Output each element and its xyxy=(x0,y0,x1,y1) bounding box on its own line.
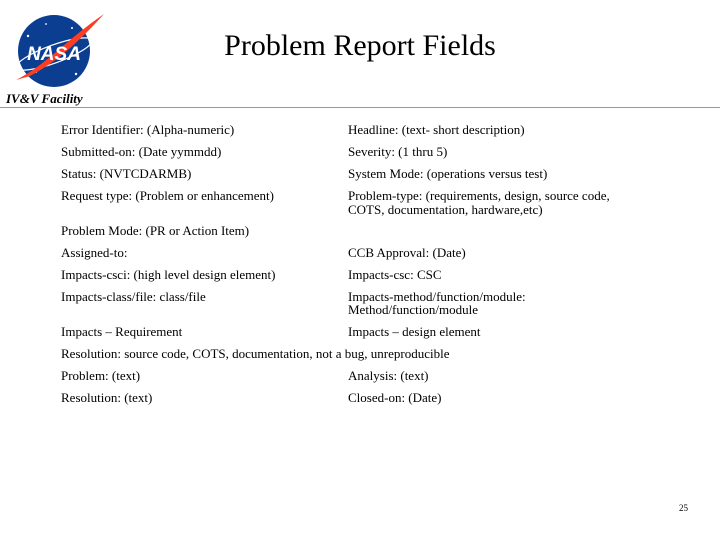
field-submitted-on: Submitted-on: (Date yymmdd) xyxy=(61,144,222,159)
field-ccb-approval: CCB Approval: (Date) xyxy=(348,245,466,260)
field-system-mode: System Mode: (operations versus test) xyxy=(348,166,548,181)
field-headline: Headline: (text- short description) xyxy=(348,122,525,137)
page-number: 25 xyxy=(679,503,688,513)
field-impacts-method-line1: Impacts-method/function/module: xyxy=(348,289,526,304)
field-impacts-design-element: Impacts – design element xyxy=(348,324,481,339)
field-assigned-to: Assigned-to: xyxy=(61,245,128,260)
facility-label: IV&V Facility xyxy=(6,91,83,106)
field-error-identifier: Error Identifier: (Alpha-numeric) xyxy=(61,122,235,137)
field-impacts-requirement: Impacts – Requirement xyxy=(61,324,183,339)
field-impacts-csci: Impacts-csci: (high level design element) xyxy=(61,267,276,282)
field-analysis-text: Analysis: (text) xyxy=(348,368,429,383)
page-title: Problem Report Fields xyxy=(224,29,496,62)
field-impacts-csc: Impacts-csc: CSC xyxy=(348,267,442,282)
field-closed-on: Closed-on: (Date) xyxy=(348,390,442,405)
field-impacts-method-line2: Method/function/module xyxy=(348,302,478,317)
field-status: Status: (NVTCDARMB) xyxy=(61,166,192,181)
field-request-type: Request type: (Problem or enhancement) xyxy=(61,188,274,203)
header-divider xyxy=(0,107,720,108)
field-problem-type-line2: COTS, documentation, hardware,etc) xyxy=(348,202,543,217)
field-resolution-text: Resolution: (text) xyxy=(61,390,153,405)
field-severity: Severity: (1 thru 5) xyxy=(348,144,448,159)
field-problem-type-line1: Problem-type: (requirements, design, source code, xyxy=(348,188,610,203)
field-problem-mode: Problem Mode: (PR or Action Item) xyxy=(61,223,250,238)
field-problem-text: Problem: (text) xyxy=(61,368,141,383)
field-impacts-class-file: Impacts-class/file: class/file xyxy=(61,289,206,304)
field-resolution-category: Resolution: source code, COTS, documentation, not a bug, unreproducible xyxy=(61,346,450,361)
svg-text:NASA: NASA xyxy=(27,44,81,65)
